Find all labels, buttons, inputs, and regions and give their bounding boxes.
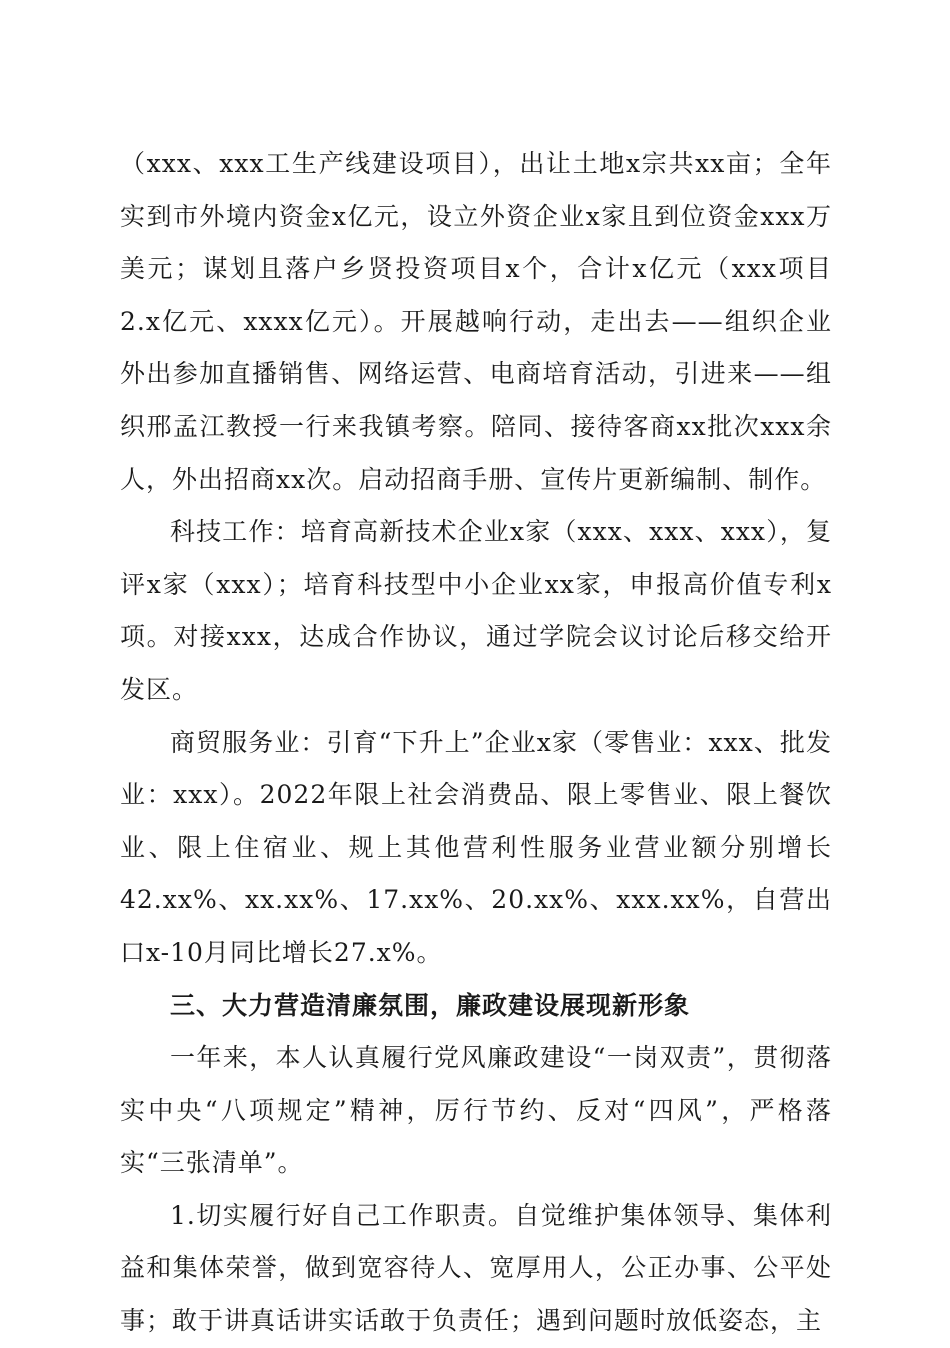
document-body xyxy=(120,138,832,1348)
paragraph-investment-continued: （xxx、xxx工生产线建设项目），出让土地x宗共xx亩；全年实到市外境内资金x亿元，设立外资企业x家且到位资金xxx万美元；谋划且落户乡贤投资项目x个，合计x亿元（xxx项目2.x亿元、xxxx亿元）。开展越响行动，走出去——组织企业外出参加直播销售、网络运营、电商培育活动，引进来——组织邢孟江教授一行来我镇考察。陪同、接待客商xx批次xxx余人，外出招商xx次。启动招商手册、宣传片更新编制、制作。 xyxy=(120,149,832,494)
section-heading-integrity: 三、大力营造清廉氛围，廉政建设展现新形象 xyxy=(170,990,691,1020)
paragraph-integrity-summary: 一年来，本人认真履行党风廉政建设“一岗双责”，贯彻落实中央“八项规定”精神，厉行节约、反对“四风”，严格落实“三张清单”。 xyxy=(120,1043,832,1178)
paragraph-technology-work: 科技工作：培育高新技术企业x家（xxx、xxx、xxx），复评x家（xxx）；培育科技型中小企业xx家，申报高价值专利x项。对接xxx，达成合作协议，通过学院会议讨论后移交给开发区。 xyxy=(120,517,832,704)
paragraph-commerce-services: 商贸服务业：引育“下升上”企业x家（零售业：xxx、批发业：xxx）。2022年限上社会消费品、限上零售业、限上餐饮业、限上住宿业、规上其他营利性服务业营业额分别增长42.xx%、xx.xx%、17.xx%、20.xx%、xxx.xx%，自营出口x-10月同比增长27.x%。 xyxy=(120,727,832,967)
paragraph-duty-point-1: 1.切实履行好自己工作职责。自觉维护集体领导、集体利益和集体荣誉，做到宽容待人、宽厚用人，公正办事、公平处事；敢于讲真话讲实话敢于负责任；遇到问题时放低姿态，主 xyxy=(120,1200,832,1336)
